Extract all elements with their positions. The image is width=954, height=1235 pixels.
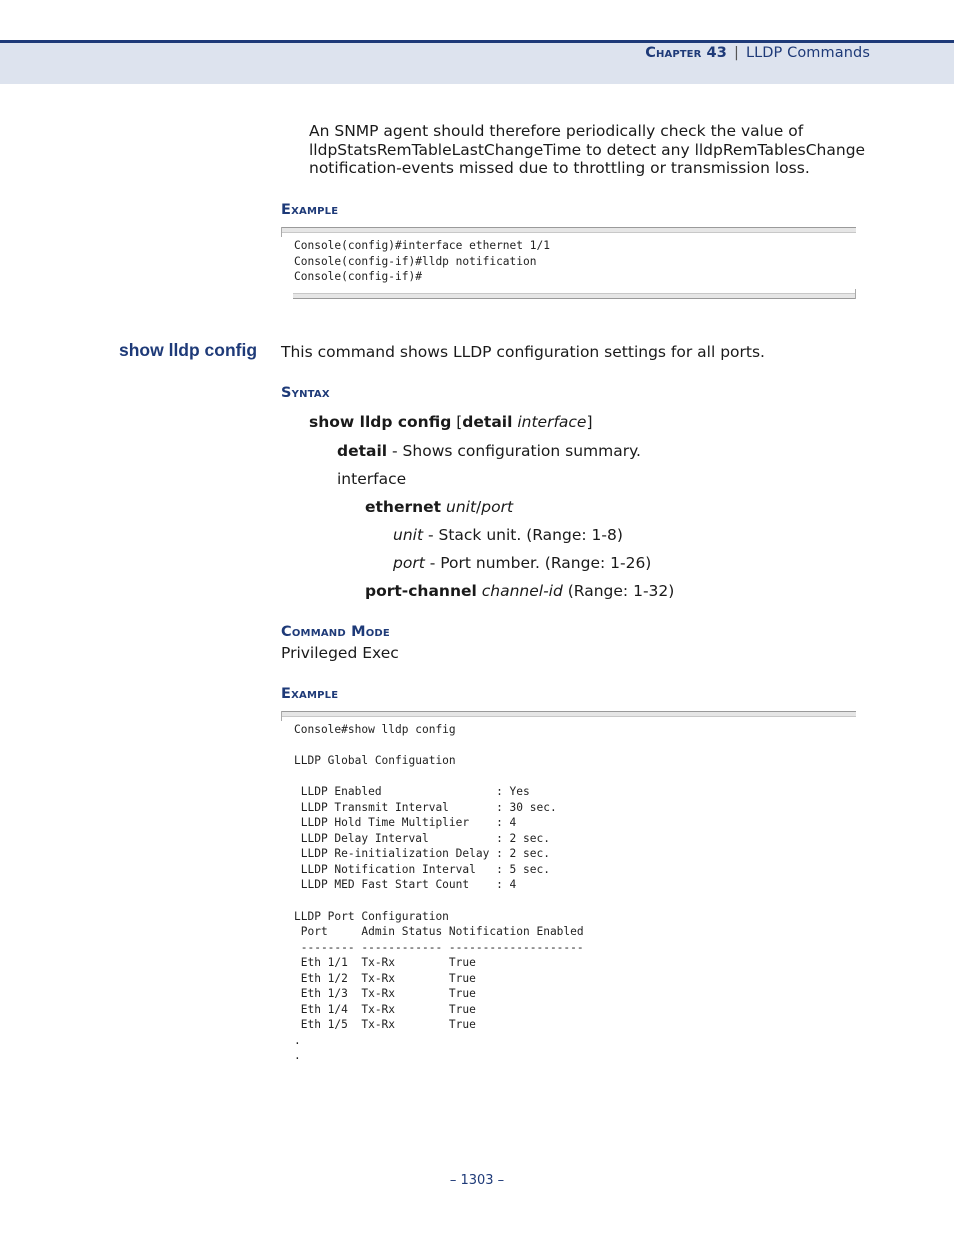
section-label: LLDP Commands <box>745 45 870 61</box>
detail-param-label: detail <box>337 442 388 460</box>
syntax-line <box>309 413 593 432</box>
example-heading: Example <box>281 686 339 702</box>
channel-id-param: channel-id <box>481 582 563 600</box>
syntax-heading: Syntax <box>281 385 330 401</box>
code-box-bottom-rule <box>293 293 856 299</box>
intro-line: notification-events missed due to throttling or transmission loss. <box>309 159 810 178</box>
port-channel-keyword: port-channel <box>365 582 477 600</box>
running-header <box>645 45 870 61</box>
command-mode-value: Privileged Exec <box>281 644 399 662</box>
syntax-interface-param: interface <box>517 413 587 431</box>
port-param-desc: - Port number. (Range: 1-26) <box>424 554 652 572</box>
code-box-left-edge <box>281 711 285 721</box>
command-title: show lldp config <box>119 340 258 360</box>
port-param-label: port <box>393 554 425 572</box>
ethernet-slash: / <box>476 498 482 516</box>
detail-param <box>337 442 641 461</box>
unit-param-label: unit <box>393 526 424 544</box>
ethernet-param <box>365 498 513 517</box>
ethernet-unit: unit <box>446 498 477 516</box>
header-separator: | <box>733 45 739 61</box>
intro-line: lldpStatsRemTableLastChangeTime to detect any lldpRemTablesChange <box>309 140 866 159</box>
code-box-left-edge <box>281 227 285 237</box>
port-channel-range: (Range: 1-32) <box>562 582 675 600</box>
syntax-command: show lldp config <box>309 413 452 431</box>
ethernet-keyword: ethernet <box>365 498 442 516</box>
example-code: Console#show lldp config LLDP Global Configuation LLDP Enabled : Yes LLDP Transmit Interval : 30 sec. LLDP Hold Time Multiplier : 4 LLDP Delay Interval : 2 sec. LLDP Re-initialization Delay : 2 sec. LLDP Notification Interval : 5 sec. LLDP MED Fast Start Count : 4 LLDP Port Configuration Port Admin Status Notification Enabled -------- ------------ -------------------- Eth 1/1 Tx-Rx True Eth 1/2 Tx-Rx True Eth 1/3 Tx-Rx True Eth 1/4 Tx-Rx True Eth 1/5 Tx-Rx True . . <box>294 723 584 1063</box>
port-param <box>393 554 651 573</box>
interface-param-label: interface <box>337 470 407 488</box>
unit-param <box>393 526 623 545</box>
example-code: Console(config)#interface ethernet 1/1 Console(config-if)#lldp notification Console(config-if)# <box>294 239 550 284</box>
syntax-close-bracket: ] <box>586 413 593 431</box>
chapter-label: Chapter 43 <box>645 45 727 61</box>
detail-param-desc: - Shows configuration summary. <box>387 442 641 460</box>
command-description: This command shows LLDP configuration settings for all ports. <box>281 343 765 361</box>
syntax-open-bracket: [ <box>456 413 463 431</box>
example-heading: Example <box>281 202 339 218</box>
intro-line: An SNMP agent should therefore periodically check the value of <box>309 122 804 140</box>
code-box-right-edge <box>852 289 856 299</box>
ethernet-port: port <box>481 498 514 516</box>
example-code-box <box>281 227 856 299</box>
page-number: – 1303 – <box>449 1173 505 1188</box>
unit-param-desc: - Stack unit. (Range: 1-8) <box>423 526 623 544</box>
intro-paragraph <box>309 122 865 178</box>
syntax-detail-keyword: detail <box>462 413 513 431</box>
port-channel-param <box>365 582 674 601</box>
example-code-box <box>281 711 856 1064</box>
command-mode-heading: Command Mode <box>281 624 390 640</box>
